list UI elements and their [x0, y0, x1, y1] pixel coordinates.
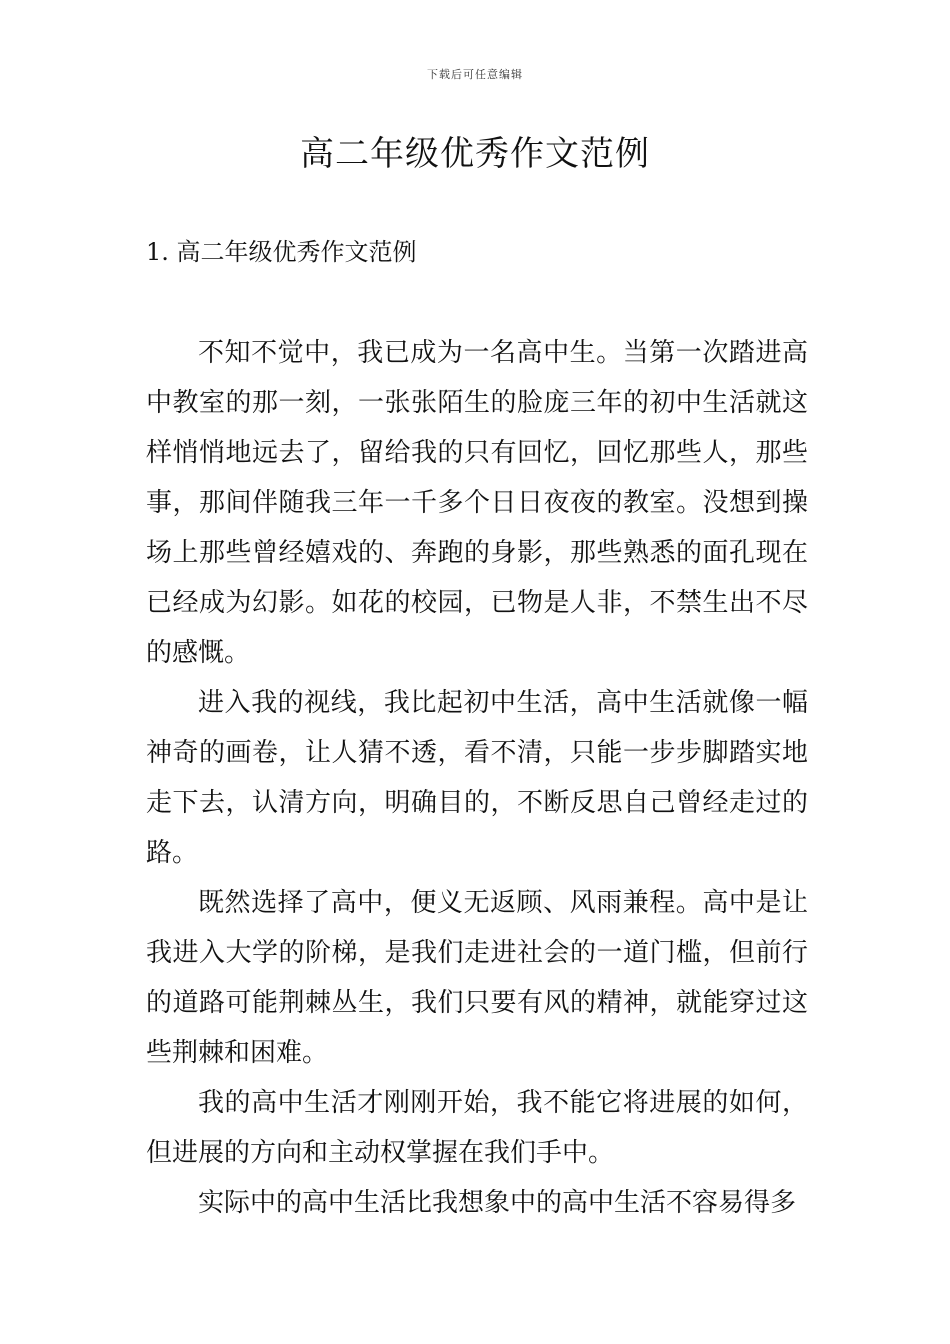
paragraph: 我的高中生活才刚刚开始，我不能它将进展的如何，但进展的方向和主动权掌握在我们手中。 — [146, 1088, 808, 1168]
paragraph: 既然选择了高中，便义无返顾、风雨兼程。高中是让我进入大学的阶梯，是我们走进社会的一道门槛，但前行的道路可能荆棘丛生，我们只要有风的精神，就能穿过这些荆棘和困难。 — [146, 888, 808, 1068]
paragraph: 进入我的视线，我比起初中生活，高中生活就像一幅神奇的画卷，让人猜不透，看不清，只能一步步脚踏实地走下去，认清方向，明确目的，不断反思自己曾经走过的路。 — [146, 688, 808, 868]
essay-body — [146, 328, 808, 1228]
document-title: 高二年级优秀作文范例 — [300, 134, 650, 174]
header-note: 下载后可任意编辑 — [427, 68, 523, 81]
section-heading: 1. 高二年级优秀作文范例 — [146, 238, 417, 266]
paragraph: 不知不觉中，我已成为一名高中生。当第一次踏进高中教室的那一刻，一张张陌生的脸庞三年的初中生活就这样悄悄地远去了，留给我的只有回忆，回忆那些人，那些事，那间伴随我三年一千多个日日夜夜的教室。没想到操场上那些曾经嬉戏的、奔跑的身影，那些熟悉的面孔现在已经成为幻影。如花的校园，已物是人非，不禁生出不尽的感慨。 — [146, 338, 808, 668]
paragraph: 实际中的高中生活比我想象中的高中生活不容易得多 — [198, 1188, 797, 1218]
